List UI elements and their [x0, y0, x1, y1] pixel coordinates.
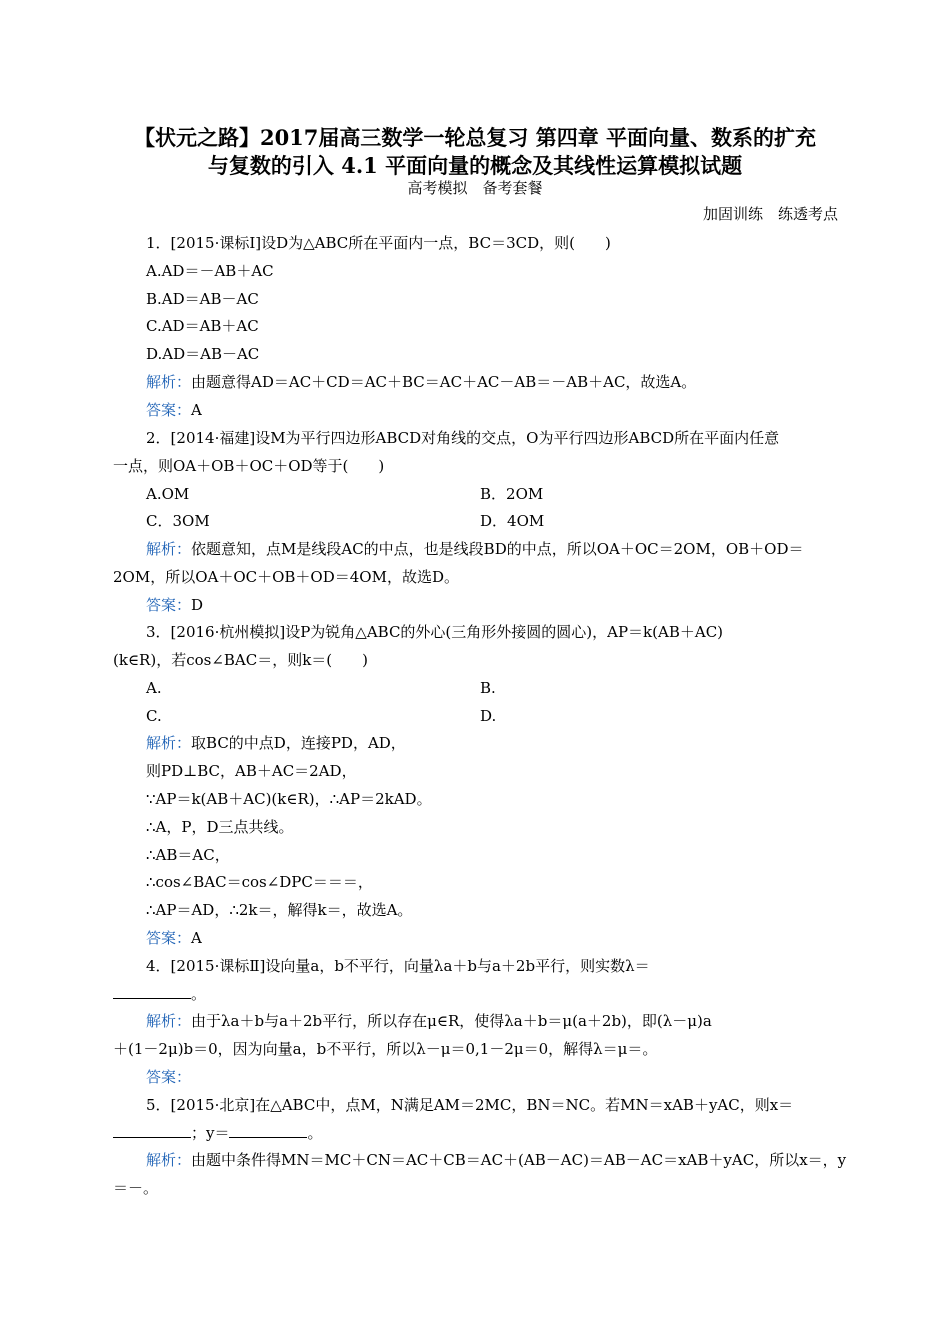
q1-option-d: D.AD＝AB－AC — [146, 345, 260, 363]
q2-stem-line2: 一点，则OA＋OB＋OC＋OD等于( ) — [113, 457, 385, 475]
q4-stem-line2 — [113, 984, 206, 1004]
q1-stem: 1．[2015·课标Ⅰ]设D为△ABC所在平面内一点，BC＝3CD，则( ) — [146, 234, 611, 252]
q5-x-blank[interactable] — [113, 1123, 191, 1138]
section-label: 加固训练 练透考点 — [702, 205, 838, 223]
q5-stem-end: 。 — [307, 1124, 323, 1142]
q5-analysis-text-1: 由题中条件得MN＝MC＋CN＝AC＋CB＝AC＋(AB－AC)＝AB－AC＝xAB＋yAC，所以x＝，y — [191, 1151, 847, 1169]
q3-option-b: B. — [480, 679, 496, 697]
q3-analysis-line4: ∴A，P，D三点共线。 — [146, 818, 294, 836]
q3-analysis-line2: 则PD⊥BC，AB＋AC＝2AD， — [146, 762, 357, 780]
q2-option-d: D．4OM — [480, 512, 545, 530]
q2-analysis-line2: 2OM，所以OA＋OC＋OB＋OD＝4OM，故选D。 — [113, 568, 459, 586]
document-title-line2: 与复数的引入 4.1 平面向量的概念及其线性运算模拟试题 — [207, 153, 743, 178]
q2-option-a: A.OM — [146, 485, 190, 503]
answer-label: 答案： — [146, 929, 192, 947]
q4-answer-blank[interactable] — [113, 984, 191, 999]
document-subtitle: 高考模拟 备考套餐 — [407, 179, 543, 197]
analysis-label: 解析： — [146, 734, 192, 752]
q5-stem-line2 — [113, 1123, 323, 1143]
q3-stem-line2: (k∈R)，若cos∠BAC＝，则k＝( ) — [113, 651, 369, 669]
q4-stem-end: 。 — [191, 985, 207, 1003]
q2-answer-text: D — [191, 596, 204, 614]
q1-answer — [146, 400, 202, 420]
q2-stem-line1: 2．[2014·福建]设M为平行四边形ABCD对角线的交点，O为平行四边形ABCD所在平面内任意 — [146, 429, 780, 447]
q5-analysis-line1 — [146, 1150, 846, 1170]
q3-stem-line1: 3．[2016·杭州模拟]设P为锐角△ABC的外心(三角形外接圆的圆心)，AP＝k(AB＋AC) — [146, 623, 724, 641]
analysis-label: 解析： — [146, 540, 192, 558]
answer-label: 答案： — [146, 596, 192, 614]
q5-y-blank[interactable] — [229, 1123, 307, 1138]
q5-analysis-line2: ＝－。 — [113, 1179, 159, 1197]
q3-analysis-line3: ∵AP＝k(AB＋AC)(k∈R)，∴AP＝2kAD。 — [146, 790, 432, 808]
q3-analysis-line6: ∴cos∠BAC＝cos∠DPC＝＝＝， — [146, 873, 373, 891]
q3-analysis-line1 — [146, 733, 406, 753]
answer-label: 答案： — [146, 401, 192, 419]
q1-option-c: C.AD＝AB＋AC — [146, 317, 259, 335]
q2-option-b: B．2OM — [480, 485, 544, 503]
analysis-label: 解析： — [146, 1151, 192, 1169]
q2-analysis-text-1: 依题意知，点M是线段AC的中点，也是线段BD的中点，所以OA＋OC＝2OM，OB＋OD＝ — [191, 540, 804, 558]
q1-analysis-text: 由题意得AD＝AC＋CD＝AC＋BC＝AC＋AC－AB＝－AB＋AC，故选A。 — [191, 373, 697, 391]
q3-answer-text: A — [191, 929, 202, 947]
q1-option-a: A.AD＝－AB＋AC — [146, 262, 274, 280]
q3-option-a: A. — [146, 679, 162, 697]
q3-answer — [146, 928, 202, 948]
q1-option-b: B.AD＝AB－AC — [146, 290, 259, 308]
document-title-line1: 【状元之路】2017届高三数学一轮总复习 第四章 平面向量、数系的扩充 — [133, 125, 817, 150]
q4-analysis-line2: ＋(1－2μ)b＝0，因为向量a，b不平行，所以λ－μ＝0,1－2μ＝0，解得λ＝μ＝。 — [113, 1040, 658, 1058]
q3-analysis-line7: ∴AP＝AD，∴2k＝，解得k＝，故选A。 — [146, 901, 413, 919]
q3-option-c: C. — [146, 707, 162, 725]
q3-option-d: D. — [480, 707, 497, 725]
q3-analysis-text-1: 取BC的中点D，连接PD，AD， — [191, 734, 406, 752]
q4-analysis-line1 — [146, 1011, 712, 1031]
q2-option-c: C．3OM — [146, 512, 210, 530]
q4-answer — [146, 1067, 191, 1087]
q1-answer-text: A — [191, 401, 202, 419]
q4-analysis-text-1: 由于λa＋b与a＋2b平行，所以存在μ∈R，使得λa＋b＝μ(a＋2b)，即(λ－μ)a — [191, 1012, 712, 1030]
answer-label: 答案： — [146, 1068, 192, 1086]
q2-analysis-line1 — [146, 539, 804, 559]
analysis-label: 解析： — [146, 373, 192, 391]
q1-analysis — [146, 372, 696, 392]
analysis-label: 解析： — [146, 1012, 192, 1030]
q5-stem-line1: 5．[2015·北京]在△ABC中，点M，N满足AM＝2MC，BN＝NC。若MN＝xAB＋yAC，则x＝ — [146, 1096, 794, 1114]
q4-stem-line1: 4．[2015·课标Ⅱ]设向量a，b不平行，向量λa＋b与a＋2b平行，则实数λ＝ — [146, 957, 650, 975]
q3-analysis-line5: ∴AB＝AC， — [146, 846, 230, 864]
q2-answer — [146, 595, 203, 615]
q5-stem-mid: ；y＝ — [191, 1124, 230, 1142]
